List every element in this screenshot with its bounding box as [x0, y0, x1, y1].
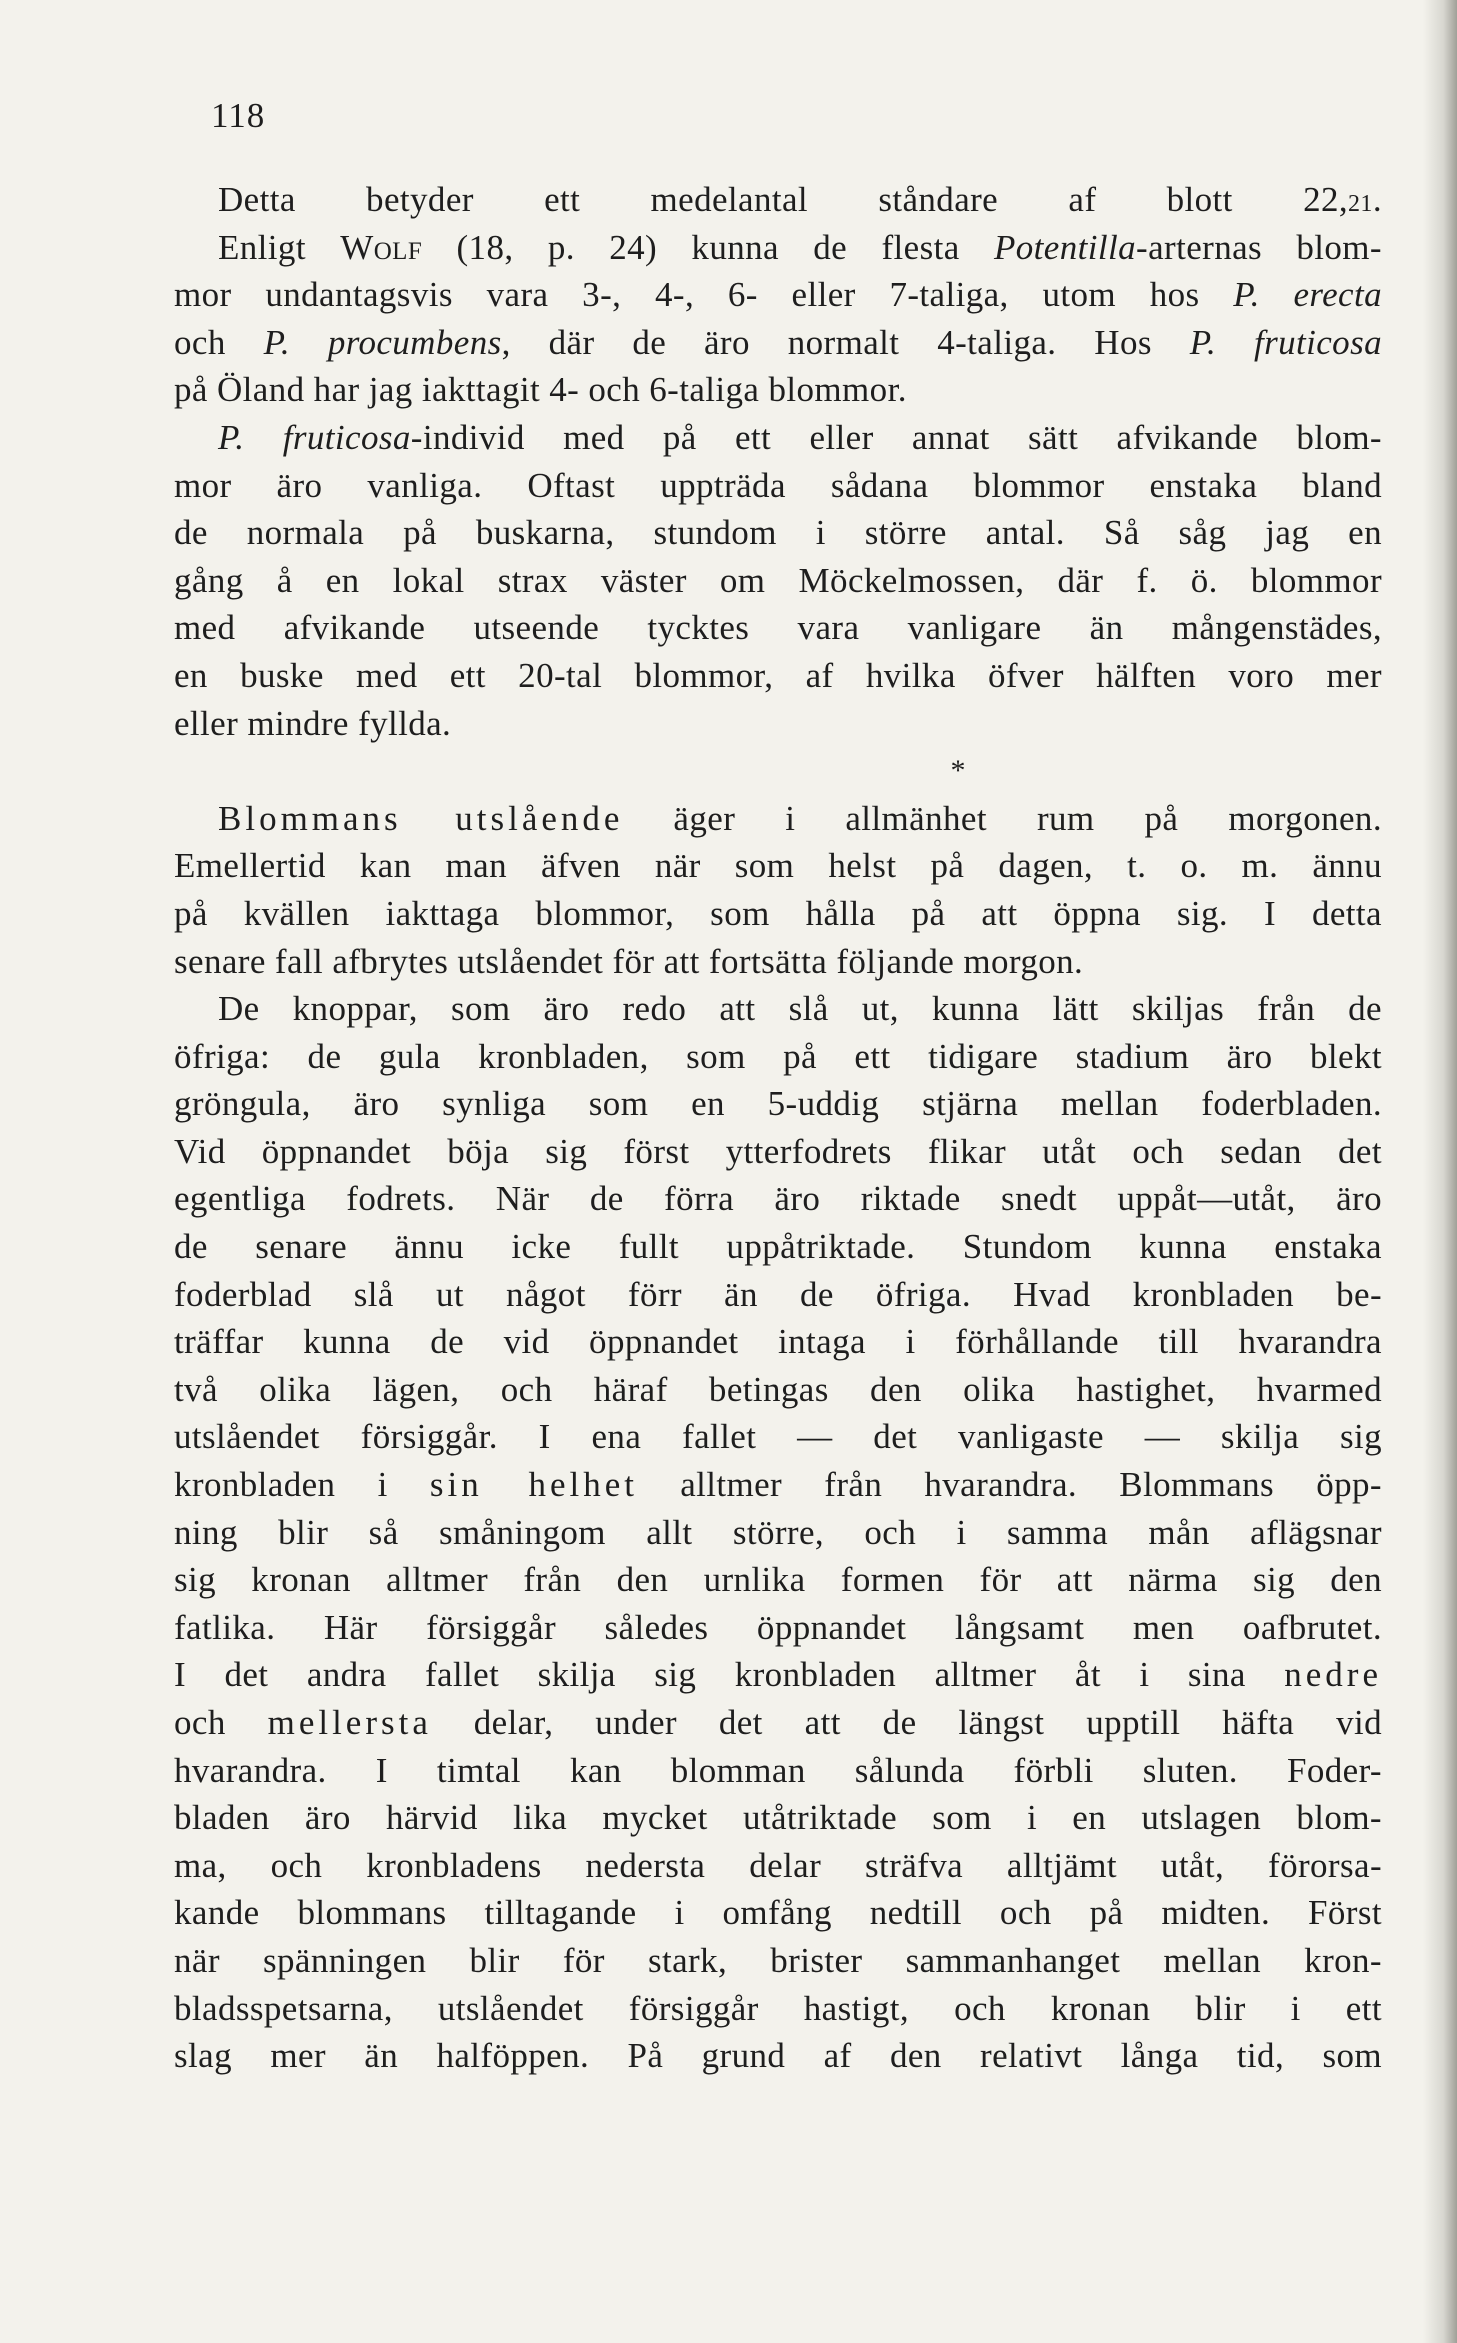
text-line: ning blir så småningom allt större, och i samma mån aflägsnar	[174, 1512, 1382, 1552]
text-line: kronbladen i sin helhet alltmer från hvarandra. Blommans öpp-	[174, 1465, 1382, 1505]
text-line: senare fall afbrytes utslåendet för att fortsätta följande morgon.	[174, 941, 1084, 981]
text-line: slag mer än halföppen. På grund af den relativt långa tid, som	[174, 2036, 1382, 2076]
text-line: gång å en lokal strax väster om Möckelmossen, där f. ö. blommor	[174, 560, 1382, 600]
section-divider-asterisk: *	[950, 754, 966, 788]
text-line: med afvikande utseende tycktes vara vanligare än mångenstädes,	[174, 608, 1382, 648]
body-text	[174, 176, 1382, 2080]
text-line: träffar kunna de vid öppnandet intaga i förhållande till hvarandra	[174, 1322, 1382, 1362]
page-edge-shadow	[1423, 0, 1457, 2343]
text-line: De knoppar, som äro redo att slå ut, kunna lätt skiljas från de	[218, 989, 1382, 1029]
text-line: hvarandra. I timtal kan blomman sålunda förbli sluten. Foder-	[174, 1750, 1382, 1790]
text-line: de normala på buskarna, stundom i större antal. Så såg jag en	[174, 513, 1382, 553]
text-line: Detta betyder ett medelantal ståndare af blott 22,21.	[218, 180, 1382, 219]
text-line: eller mindre fyllda.	[174, 703, 452, 743]
text-line: foderblad slå ut något förr än de öfriga. Hvad kronbladen be-	[174, 1274, 1382, 1314]
text-line: bladsspetsarna, utslåendet försiggår hastigt, och kronan blir i ett	[174, 1988, 1382, 2028]
text-line: Vid öppnandet böja sig först ytterfodrets flikar utåt och sedan det	[174, 1131, 1382, 1171]
text-line: de senare ännu icke fullt uppåtriktade. Stundom kunna enstaka	[174, 1227, 1382, 1267]
text-line: en buske med ett 20-tal blommor, af hvilka öfver hälften voro mer	[174, 655, 1382, 695]
text-line: på Öland har jag iakttagit 4- och 6-taliga blommor.	[174, 370, 907, 410]
text-line: öfriga: de gula kronbladen, som på ett tidigare stadium äro blekt	[174, 1036, 1382, 1076]
text-line: när spänningen blir för stark, brister sammanhanget mellan kron-	[174, 1940, 1382, 1980]
text-line: ma, och kronbladens nedersta delar sträfva alltjämt utåt, förorsa-	[174, 1845, 1382, 1885]
page-number: 118	[211, 96, 266, 135]
author-name: Wolf	[340, 227, 423, 267]
text-line: bladen äro härvid lika mycket utåtriktade som i en utslagen blom-	[174, 1798, 1382, 1838]
text-line: och P. procumbens, där de äro normalt 4-taliga. Hos P. fruticosa	[174, 322, 1382, 362]
text-line: utslåendet försiggår. I ena fallet — det vanligaste — skilja sig	[174, 1417, 1382, 1457]
text-line: gröngula, äro synliga som en 5-uddig stjärna mellan foderbladen.	[174, 1084, 1382, 1124]
text-line: sig kronan alltmer från den urnlika formen för att närma sig den	[174, 1560, 1382, 1600]
text-line: Enligt Wolf (18, p. 24) kunna de flesta Potentilla-arternas blom-	[218, 227, 1382, 267]
text-line: kande blommans tilltagande i omfång nedtill och på midten. Först	[174, 1893, 1382, 1933]
text-line: fatlika. Här försiggår således öppnandet långsamt men oafbrutet.	[174, 1607, 1382, 1647]
text-line: Blommans utslående äger i allmänhet rum på morgonen.	[218, 798, 1382, 838]
text-line: två olika lägen, och häraf betingas den olika hastighet, hvarmed	[174, 1369, 1382, 1409]
text-line: P. fruticosa-individ med på ett eller annat sätt afvikande blom-	[218, 417, 1382, 457]
text-line: I det andra fallet skilja sig kronbladen alltmer åt i sina nedre	[174, 1655, 1382, 1695]
text-line: mor undantagsvis vara 3-, 4-, 6- eller 7-taliga, utom hos P. erecta	[174, 275, 1383, 315]
text-line: mor äro vanliga. Oftast uppträda sådana blommor enstaka bland	[174, 465, 1382, 505]
text-line: Emellertid kan man äfven när som helst på dagen, t. o. m. ännu	[174, 846, 1382, 886]
text-line: på kvällen iakttaga blommor, som hålla på att öppna sig. I detta	[174, 893, 1382, 933]
text-line: egentliga fodrets. När de förra äro riktade snedt uppåt—utåt, äro	[174, 1179, 1382, 1219]
text-line: och mellersta delar, under det att de längst upptill häfta vid	[174, 1703, 1382, 1742]
